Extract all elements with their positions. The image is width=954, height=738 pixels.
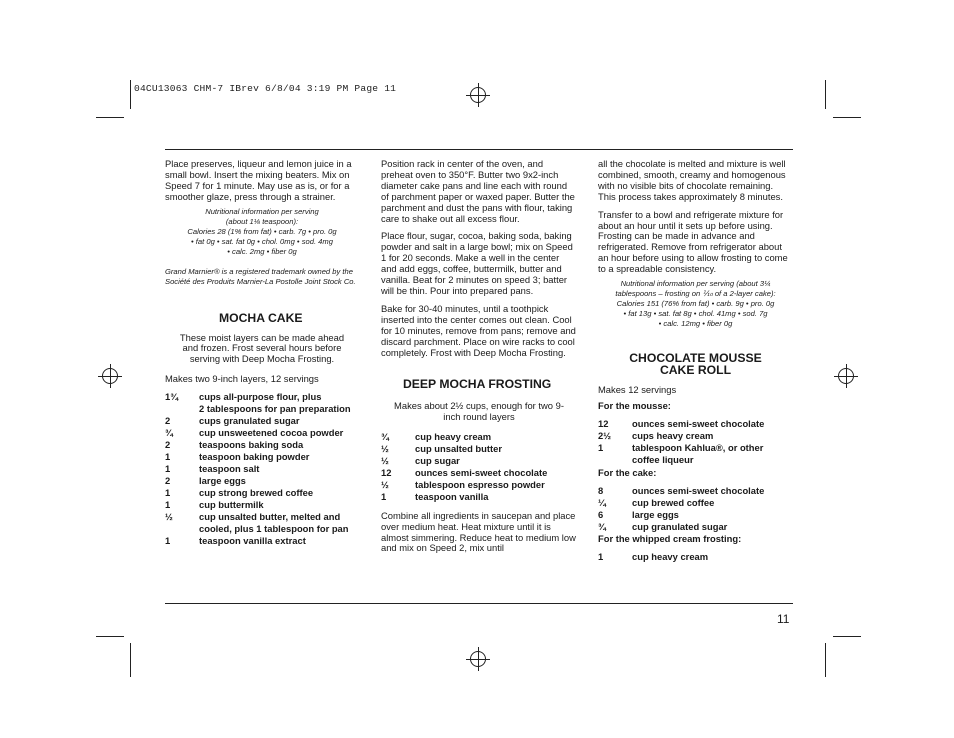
frosting-step-continued: all the chocolate is melted and mixture is well combined, smooth, creamy and homogenous with no visible bits of chocolate remaining. This process takes approximately 8 minutes. xyxy=(598,158,786,202)
ingredient-row: ¾ cup unsweetened cocoa powder xyxy=(165,427,344,439)
ingredient-row: 2 large eggs xyxy=(165,475,246,487)
ingredient-list xyxy=(165,391,359,547)
column-1 xyxy=(165,159,359,547)
crop-mark xyxy=(96,117,124,118)
nutrition-line: Calories 151 (76% from fat) • carb. 9g • pro. 0g xyxy=(616,299,775,309)
nutrition-line: Calories 28 (1% from fat) • carb. 7g • pro. 0g xyxy=(187,226,337,236)
recipe-title-line: CHOCOLATE MOUSSE xyxy=(629,351,762,366)
registration-mark-top xyxy=(466,83,490,107)
nutrition-info-glaze xyxy=(165,207,359,257)
ingredient-row: coffee liqueur xyxy=(632,453,694,465)
registration-mark-right xyxy=(834,364,858,388)
crop-mark xyxy=(825,80,826,109)
bottom-rule xyxy=(165,603,793,604)
cake-step-1: Position rack in center of the oven, and preheat oven to 350°F. Butter two 9x2-inch diameter cake pans and line each with round of parchment paper or waxed paper. Butter the parchment and dust the pans with flour, taking care to shake out all excess flour. xyxy=(381,158,575,224)
crop-mark xyxy=(130,643,131,677)
ingredient-row: 1 teaspoon vanilla xyxy=(381,490,489,502)
crop-mark xyxy=(130,80,131,109)
ingredient-row: 1 teaspoon salt xyxy=(165,463,260,475)
ingredient-row: 2 teaspoons baking soda xyxy=(165,439,304,451)
ingredient-list-mousse xyxy=(598,418,793,466)
registration-mark-bottom xyxy=(466,647,490,671)
ingredient-row: ¾ cup heavy cream xyxy=(381,430,492,442)
recipe-title-line: CAKE ROLL xyxy=(659,362,732,377)
ingredient-list xyxy=(381,431,577,503)
top-rule xyxy=(165,149,793,150)
nutrition-line: tablespoons – frosting on ⅒ of a 2-layer cake): xyxy=(615,289,776,299)
section-label-cake: For the cake: xyxy=(598,466,657,478)
ingredient-row: 1 teaspoon vanilla extract xyxy=(165,535,306,547)
ingredient-row: 12 ounces semi-sweet chocolate xyxy=(381,466,548,478)
ingredient-row: 1 cup heavy cream xyxy=(598,550,709,562)
ingredient-row: 1 cup buttermilk xyxy=(165,499,264,511)
ingredient-row: 2 cups granulated sugar xyxy=(165,415,300,427)
trademark-note: Grand Marnier® is a registered trademark owned by the Société des Produits Marnier-La Postolle Joint Stock Co. xyxy=(165,266,356,286)
crop-mark xyxy=(96,636,124,637)
cake-step-2: Place flour, sugar, cocoa, baking soda, baking powder and salt in a large bowl; mix on Speed 1 for 20 seconds. Make a well in the center and add eggs, coffee, buttermilk, butter and vanilla. Beat for 2 minutes on speed 3; batter will be thin. Pour into prepared pans. xyxy=(381,230,573,296)
ingredient-row: 12 ounces semi-sweet chocolate xyxy=(598,417,765,429)
nutrition-line: Nutritional information per serving xyxy=(205,206,319,216)
recipe-description: These moist layers can be made ahead and frozen. Frost several hours before serving with Deep Mocha Frosting. xyxy=(179,331,345,365)
recipe-title-chocolate-mousse-cake-roll xyxy=(598,353,793,376)
ingredient-row: ½ cup unsalted butter xyxy=(381,442,502,454)
page-number: 11 xyxy=(777,612,790,626)
column-3 xyxy=(598,159,793,563)
recipe-title-deep-mocha-frosting: DEEP MOCHA FROSTING xyxy=(403,377,552,392)
nutrition-line: • calc. 2mg • fiber 0g xyxy=(227,246,297,256)
recipe-yield: Makes two 9-inch layers, 12 servings xyxy=(165,373,319,385)
recipe-yield: Makes about 2½ cups, enough for two 9-inch round layers xyxy=(394,399,564,422)
slug-line: 04CU13063 CHM-7 IBrev 6/8/04 3:19 PM Page 11 xyxy=(134,83,397,94)
crop-mark xyxy=(833,117,861,118)
cake-step-3: Bake for 30-40 minutes, until a toothpick inserted into the center comes out clean. Cool for 10 minutes, remove from pans; remove and discard parchment. Place on wire racks to cool completely. Frost with Deep Mocha Frosting. xyxy=(381,302,576,358)
section-label-mousse: For the mousse: xyxy=(598,399,671,411)
nutrition-info-frosting xyxy=(598,279,793,329)
ingredient-row: ½ tablespoon espresso powder xyxy=(381,478,545,490)
nutrition-line: (about 1⅛ teaspoon): xyxy=(225,216,299,226)
ingredient-row: 6 large eggs xyxy=(598,508,679,520)
ingredient-list-whipped-cream xyxy=(598,551,793,563)
frosting-instructions: Combine all ingredients in saucepan and place over medium heat. Heat mixture until it is almost simmering. Reduce heat to medium low and mix on Speed 2, mix until xyxy=(381,509,576,554)
ingredient-row: ¾ cup granulated sugar xyxy=(598,520,728,532)
recipe-title-mocha-cake: MOCHA CAKE xyxy=(219,311,303,326)
ingredient-row: ½ cup sugar xyxy=(381,454,460,466)
ingredient-row: ¼ cup brewed coffee xyxy=(598,496,715,508)
section-label-whipped-cream: For the whipped cream frosting: xyxy=(598,532,742,544)
crop-mark xyxy=(825,643,826,677)
ingredient-row: cooled, plus 1 tablespoon for pan xyxy=(199,523,349,535)
crop-mark xyxy=(833,636,861,637)
nutrition-line: • fat 13g • sat. fat 8g • chol. 41mg • sod. 7g xyxy=(623,309,768,319)
recipe-yield: Makes 12 servings xyxy=(598,384,677,396)
ingredient-list-cake xyxy=(598,485,793,533)
nutrition-line: • calc. 12mg • fiber 0g xyxy=(658,319,733,329)
glaze-instructions: Place preserves, liqueur and lemon juice in a small bowl. Insert the mixing beaters. Mix on Speed 7 for 1 minute. May use as is, or for a smoother glaze, press through a strainer. xyxy=(165,158,352,202)
nutrition-line: • fat 0g • sat. fat 0g • chol. 0mg • sod. 4mg xyxy=(191,236,333,246)
ingredient-row: 8 ounces semi-sweet chocolate xyxy=(598,484,765,496)
frosting-step-refrigerate: Transfer to a bowl and refrigerate mixture for about an hour until it sets up before using. Frosting can be made in advance and refrigerated. Remove from refrigerator about an hour before using to allow frosting to come to a spreadable consistency. xyxy=(598,208,788,275)
column-2 xyxy=(381,159,577,554)
ingredient-row: 1 cup strong brewed coffee xyxy=(165,487,314,499)
registration-mark-left xyxy=(98,364,122,388)
ingredient-row: 1¾ cups all-purpose flour, plus xyxy=(165,391,322,403)
ingredient-row: ½ cup unsalted butter, melted and xyxy=(165,511,341,523)
ingredient-row: 1 teaspoon baking powder xyxy=(165,451,310,463)
nutrition-line: Nutritional information per serving (about 3¼ xyxy=(620,279,771,289)
ingredient-row: 2 tablespoons for pan preparation xyxy=(199,403,351,415)
ingredient-row: 2½ cups heavy cream xyxy=(598,429,714,441)
ingredient-row: 1 tablespoon Kahlua®, or other xyxy=(598,441,764,453)
